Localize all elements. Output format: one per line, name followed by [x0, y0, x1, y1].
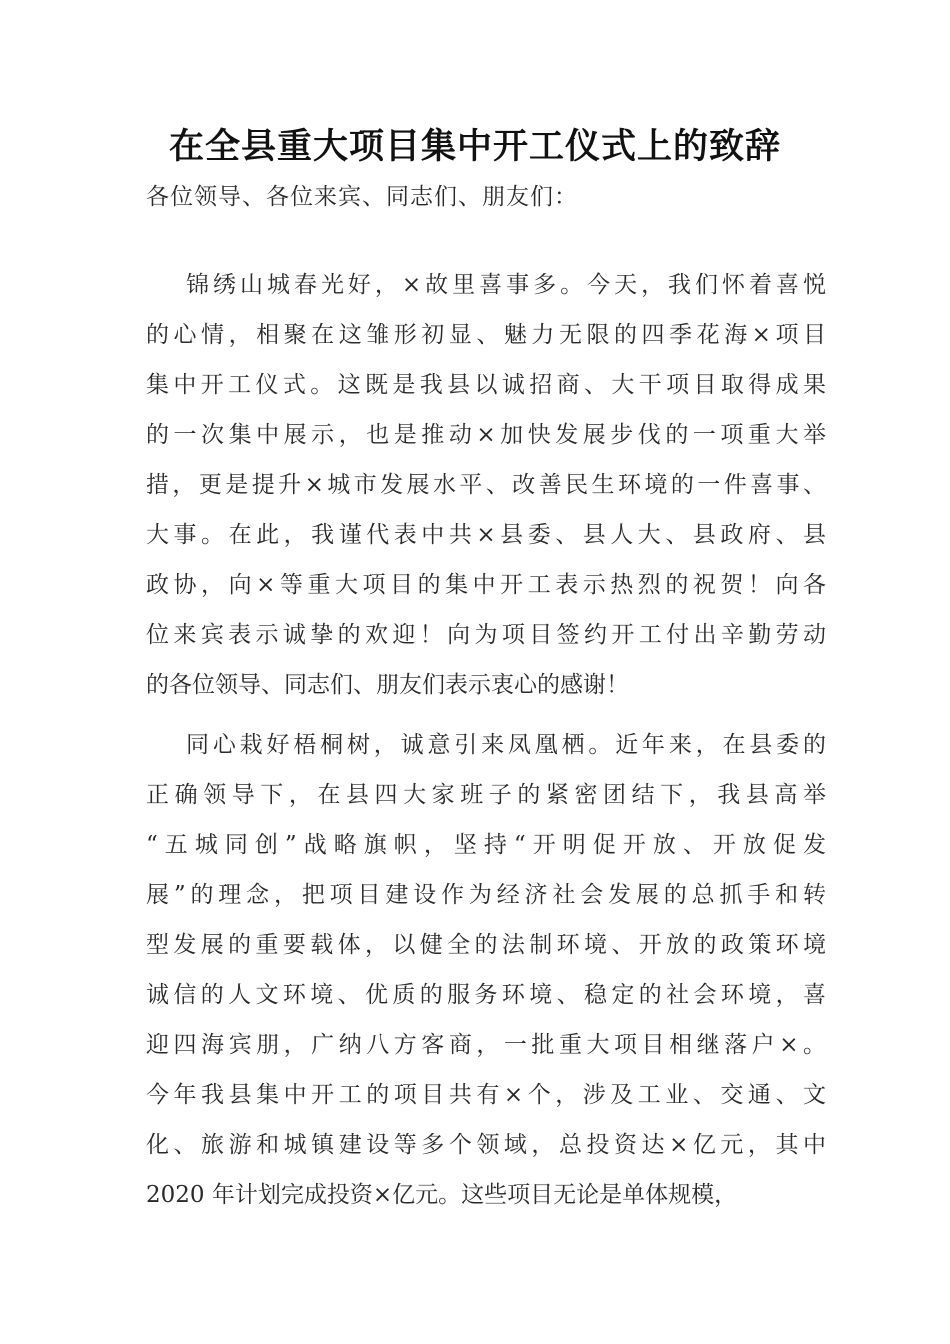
paragraph-line: 同心栽好梧桐树，诚意引来凤凰栖。近年来，在县委的 [186, 732, 826, 758]
paragraph-2 [146, 720, 826, 1220]
paragraph-line: 集中开工仪式。这既是我县以诚招商、大干项目取得成果 [146, 372, 826, 398]
paragraph-line: 展”的理念，把项目建设作为经济社会发展的总抓手和转 [146, 882, 826, 908]
paragraph-line: 的一次集中展示，也是推动×加快发展步伐的一项重大举 [146, 422, 826, 448]
paragraph-line: 诚信的人文环境、优质的服务环境、稳定的社会环境，喜 [146, 982, 826, 1008]
paragraph-line: 的心情，相聚在这雏形初显、魅力无限的四季花海×项目 [146, 322, 826, 348]
paragraph-line: 正确领导下，在县四大家班子的紧密团结下，我县高举 [146, 782, 826, 808]
paragraph-line: 大事。在此，我谨代表中共×县委、县人大、县政府、县 [146, 522, 826, 548]
paragraph-line: 措，更是提升×城市发展水平、改善民生环境的一件喜事、 [146, 472, 826, 498]
paragraph-line: “五城同创”战略旗帜，坚持“开明促开放、开放促发 [146, 832, 826, 858]
paragraph-line: 政协，向×等重大项目的集中开工表示热烈的祝贺！向各 [146, 572, 826, 598]
paragraph-line: 的各位领导、同志们、朋友们表示衷心的感谢！ [146, 672, 629, 698]
paragraph-line: 迎四海宾朋，广纳八方客商，一批重大项目相继落户×。 [146, 1032, 826, 1058]
paragraph-line: 2020 年计划完成投资×亿元。这些项目无论是单体规模， [146, 1182, 738, 1208]
paragraph-line: 位来宾表示诚挚的欢迎！向为项目签约开工付出辛勤劳动 [146, 622, 826, 648]
paragraph-line: 化、旅游和城镇建设等多个领域，总投资达×亿元，其中 [146, 1132, 826, 1158]
document-title: 在全县重大项目集中开工仪式上的致辞 [168, 126, 781, 167]
paragraph-line: 型发展的重要载体，以健全的法制环境、开放的政策环境 [146, 932, 826, 958]
paragraph-line: 锦绣山城春光好，×故里喜事多。今天，我们怀着喜悦 [186, 272, 826, 298]
salutation: 各位领导、各位来宾、同志们、朋友们： [146, 184, 578, 210]
paragraph-line: 今年我县集中开工的项目共有×个，涉及工业、交通、文 [146, 1082, 826, 1108]
paragraph-1 [146, 260, 826, 710]
